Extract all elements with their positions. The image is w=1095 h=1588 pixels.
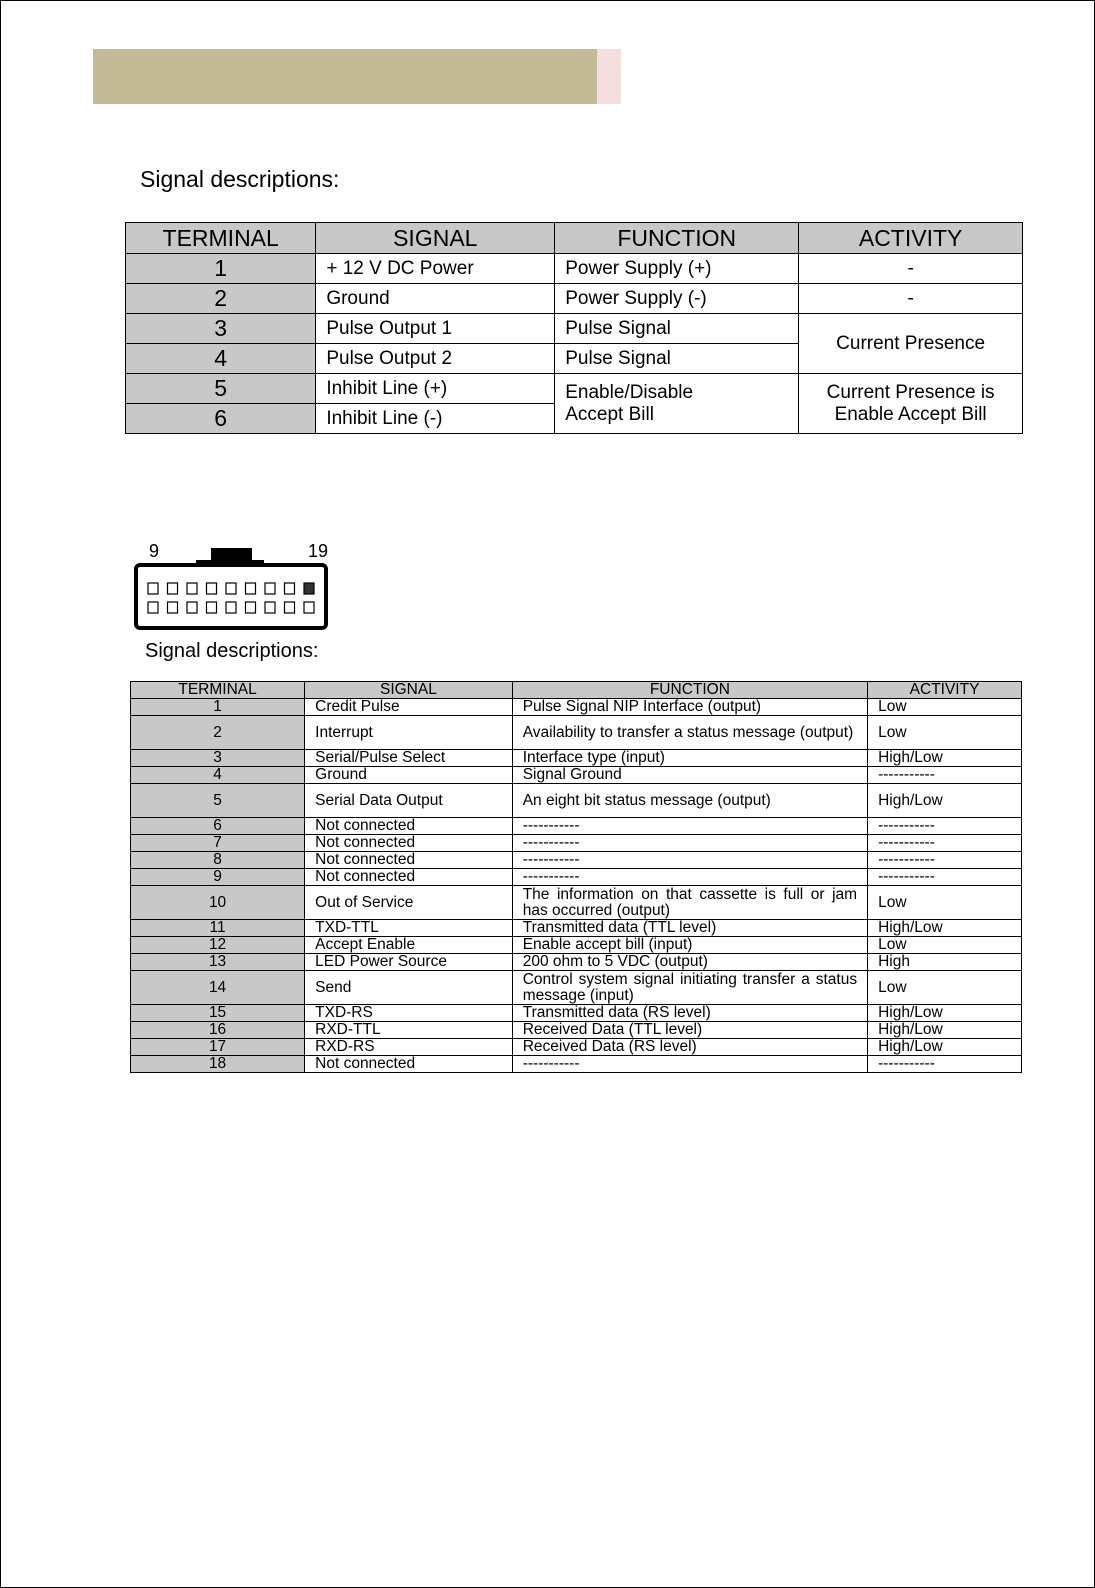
function-cell: ----------- [512,869,867,886]
activity-cell: High/Low [868,784,1022,818]
connector-pin [304,602,314,613]
table-row [131,818,1022,835]
table-row [126,284,1023,314]
table-row [131,1056,1022,1073]
table-row [131,835,1022,852]
header-activity: ACTIVITY [799,223,1023,254]
table-row [131,954,1022,971]
table-row [131,920,1022,937]
signal-cell: Credit Pulse [305,699,513,716]
terminal-cell: 10 [131,886,305,920]
terminal-cell: 2 [131,716,305,750]
terminal-cell: 17 [131,1039,305,1056]
table-row [131,937,1022,954]
table-row [131,1022,1022,1039]
terminal-cell: 4 [131,767,305,784]
function-cell: Transmitted data (RS level) [512,1005,867,1022]
activity-cell: Low [868,716,1022,750]
signal-cell: Accept Enable [305,937,513,954]
terminal-cell: 11 [131,920,305,937]
signal-cell: Interrupt [305,716,513,750]
function-cell: Power Supply (-) [555,284,799,314]
signal-cell: Not connected [305,869,513,886]
function-cell: Interface type (input) [512,750,867,767]
activity-cell: Low [868,699,1022,716]
activity-cell: ----------- [868,835,1022,852]
signal-cell: Not connected [305,1056,513,1073]
header-accent [597,49,621,104]
function-cell: Received Data (TTL level) [512,1022,867,1039]
connector-pin [304,583,314,594]
function-line: Accept Bill [565,403,654,425]
header-function: FUNCTION [512,682,867,699]
signal-cell: Out of Service [305,886,513,920]
connector-housing [136,565,326,628]
connector-pin [226,583,236,594]
signal-cell: Not connected [305,835,513,852]
signal-cell: + 12 V DC Power [316,254,555,284]
table-header-row [126,223,1023,254]
connector-diagram [134,540,334,640]
signal-cell: Inhibit Line (+) [316,374,555,404]
connector-pin [207,602,217,613]
connector-pin [265,602,275,613]
table-row [126,374,1023,404]
section-heading-1: Signal descriptions: [140,166,340,192]
header-band [93,49,597,104]
connector-pin [285,602,295,613]
terminal-cell: 1 [131,699,305,716]
signal-cell: Send [305,971,513,1005]
section-heading-2: Signal descriptions: [145,640,319,662]
function-cell: Enable accept bill (input) [512,937,867,954]
connector-pin [187,602,197,613]
header-terminal: TERMINAL [126,223,316,254]
connector-pin [168,583,178,594]
table2-body [131,699,1022,1073]
connector-pin [265,583,275,594]
function-cell: 200 ohm to 5 VDC (output) [512,954,867,971]
signal-cell: Pulse Output 1 [316,314,555,344]
activity-cell: - [799,254,1023,284]
header-activity: ACTIVITY [868,682,1022,699]
activity-line: Current Presence is [826,381,995,403]
signal-cell: RXD-RS [305,1039,513,1056]
terminal-cell: 8 [131,852,305,869]
signal-table-2 [130,681,1022,1073]
table-row [131,784,1022,818]
signal-cell: RXD-TTL [305,1022,513,1039]
function-cell: The information on that cassette is full or jam has occurred (output) [512,886,867,920]
activity-cell: High [868,954,1022,971]
activity-cell: High/Low [868,1039,1022,1056]
terminal-cell: 5 [126,374,316,404]
connector-key [196,548,264,565]
signal-table-1 [125,222,1023,434]
table-row [131,1005,1022,1022]
signal-cell: TXD-RS [305,1005,513,1022]
function-cell: Pulse Signal [555,314,799,344]
connector-pin [148,602,158,613]
connector-pin [187,583,197,594]
function-line: Enable/Disable [565,381,694,403]
terminal-cell: 14 [131,971,305,1005]
activity-cell: Low [868,971,1022,1005]
terminal-cell: 9 [131,869,305,886]
terminal-cell: 15 [131,1005,305,1022]
terminal-cell: 13 [131,954,305,971]
header-terminal: TERMINAL [131,682,305,699]
signal-cell: TXD-TTL [305,920,513,937]
table-row [126,254,1023,284]
terminal-cell: 7 [131,835,305,852]
terminal-cell: 2 [126,284,316,314]
activity-cell: High/Low [868,750,1022,767]
connector-pin [246,583,256,594]
activity-cell: Low [868,937,1022,954]
connector-pin [148,583,158,594]
function-cell [555,374,799,434]
terminal-cell: 18 [131,1056,305,1073]
connector-pin [168,602,178,613]
activity-cell: ----------- [868,1056,1022,1073]
table-row [131,971,1022,1005]
signal-cell: LED Power Source [305,954,513,971]
connector-label-right: 19 [308,541,329,561]
connector-pin [246,602,256,613]
terminal-cell: 5 [131,784,305,818]
header-function: FUNCTION [555,223,799,254]
connector-pin [207,583,217,594]
activity-cell: ----------- [868,818,1022,835]
function-cell: Received Data (RS level) [512,1039,867,1056]
activity-cell: Current Presence [799,314,1023,374]
terminal-cell: 16 [131,1022,305,1039]
signal-cell: Serial Data Output [305,784,513,818]
activity-line: Enable Accept Bill [834,403,987,425]
table-row [131,1039,1022,1056]
function-cell: ----------- [512,835,867,852]
terminal-cell: 1 [126,254,316,284]
terminal-cell: 12 [131,937,305,954]
terminal-cell: 3 [126,314,316,344]
table-row [131,750,1022,767]
header-signal: SIGNAL [305,682,513,699]
activity-cell: High/Low [868,920,1022,937]
signal-cell: Not connected [305,852,513,869]
function-cell: Control system signal initiating transfer a status message (input) [512,971,867,1005]
terminal-cell: 3 [131,750,305,767]
function-cell: Power Supply (+) [555,254,799,284]
signal-cell: Ground [305,767,513,784]
function-cell: Signal Ground [512,767,867,784]
function-cell: ----------- [512,818,867,835]
function-cell: Pulse Signal NIP Interface (output) [512,699,867,716]
table-row [131,716,1022,750]
table-row [131,852,1022,869]
table-row [131,886,1022,920]
function-cell: ----------- [512,852,867,869]
table-row [131,767,1022,784]
activity-cell: Low [868,886,1022,920]
connector-label-left: 9 [149,541,160,561]
activity-cell: ----------- [868,767,1022,784]
table-header-row [131,682,1022,699]
connector-pin [285,583,295,594]
header-signal: SIGNAL [316,223,555,254]
function-cell: An eight bit status message (output) [512,784,867,818]
connector-pin [226,602,236,613]
activity-cell: High/Low [868,1005,1022,1022]
activity-cell: ----------- [868,869,1022,886]
function-cell: ----------- [512,1056,867,1073]
terminal-cell: 4 [126,344,316,374]
function-cell: Availability to transfer a status message (output) [512,716,867,750]
activity-cell: - [799,284,1023,314]
activity-cell [799,374,1023,434]
signal-cell: Ground [316,284,555,314]
function-cell: Transmitted data (TTL level) [512,920,867,937]
table-row [131,699,1022,716]
activity-cell: High/Low [868,1022,1022,1039]
terminal-cell: 6 [126,404,316,434]
signal-cell: Not connected [305,818,513,835]
table-row [131,869,1022,886]
activity-cell: ----------- [868,852,1022,869]
signal-cell: Pulse Output 2 [316,344,555,374]
table-row [126,314,1023,344]
signal-cell: Serial/Pulse Select [305,750,513,767]
function-cell: Pulse Signal [555,344,799,374]
terminal-cell: 6 [131,818,305,835]
signal-cell: Inhibit Line (-) [316,404,555,434]
